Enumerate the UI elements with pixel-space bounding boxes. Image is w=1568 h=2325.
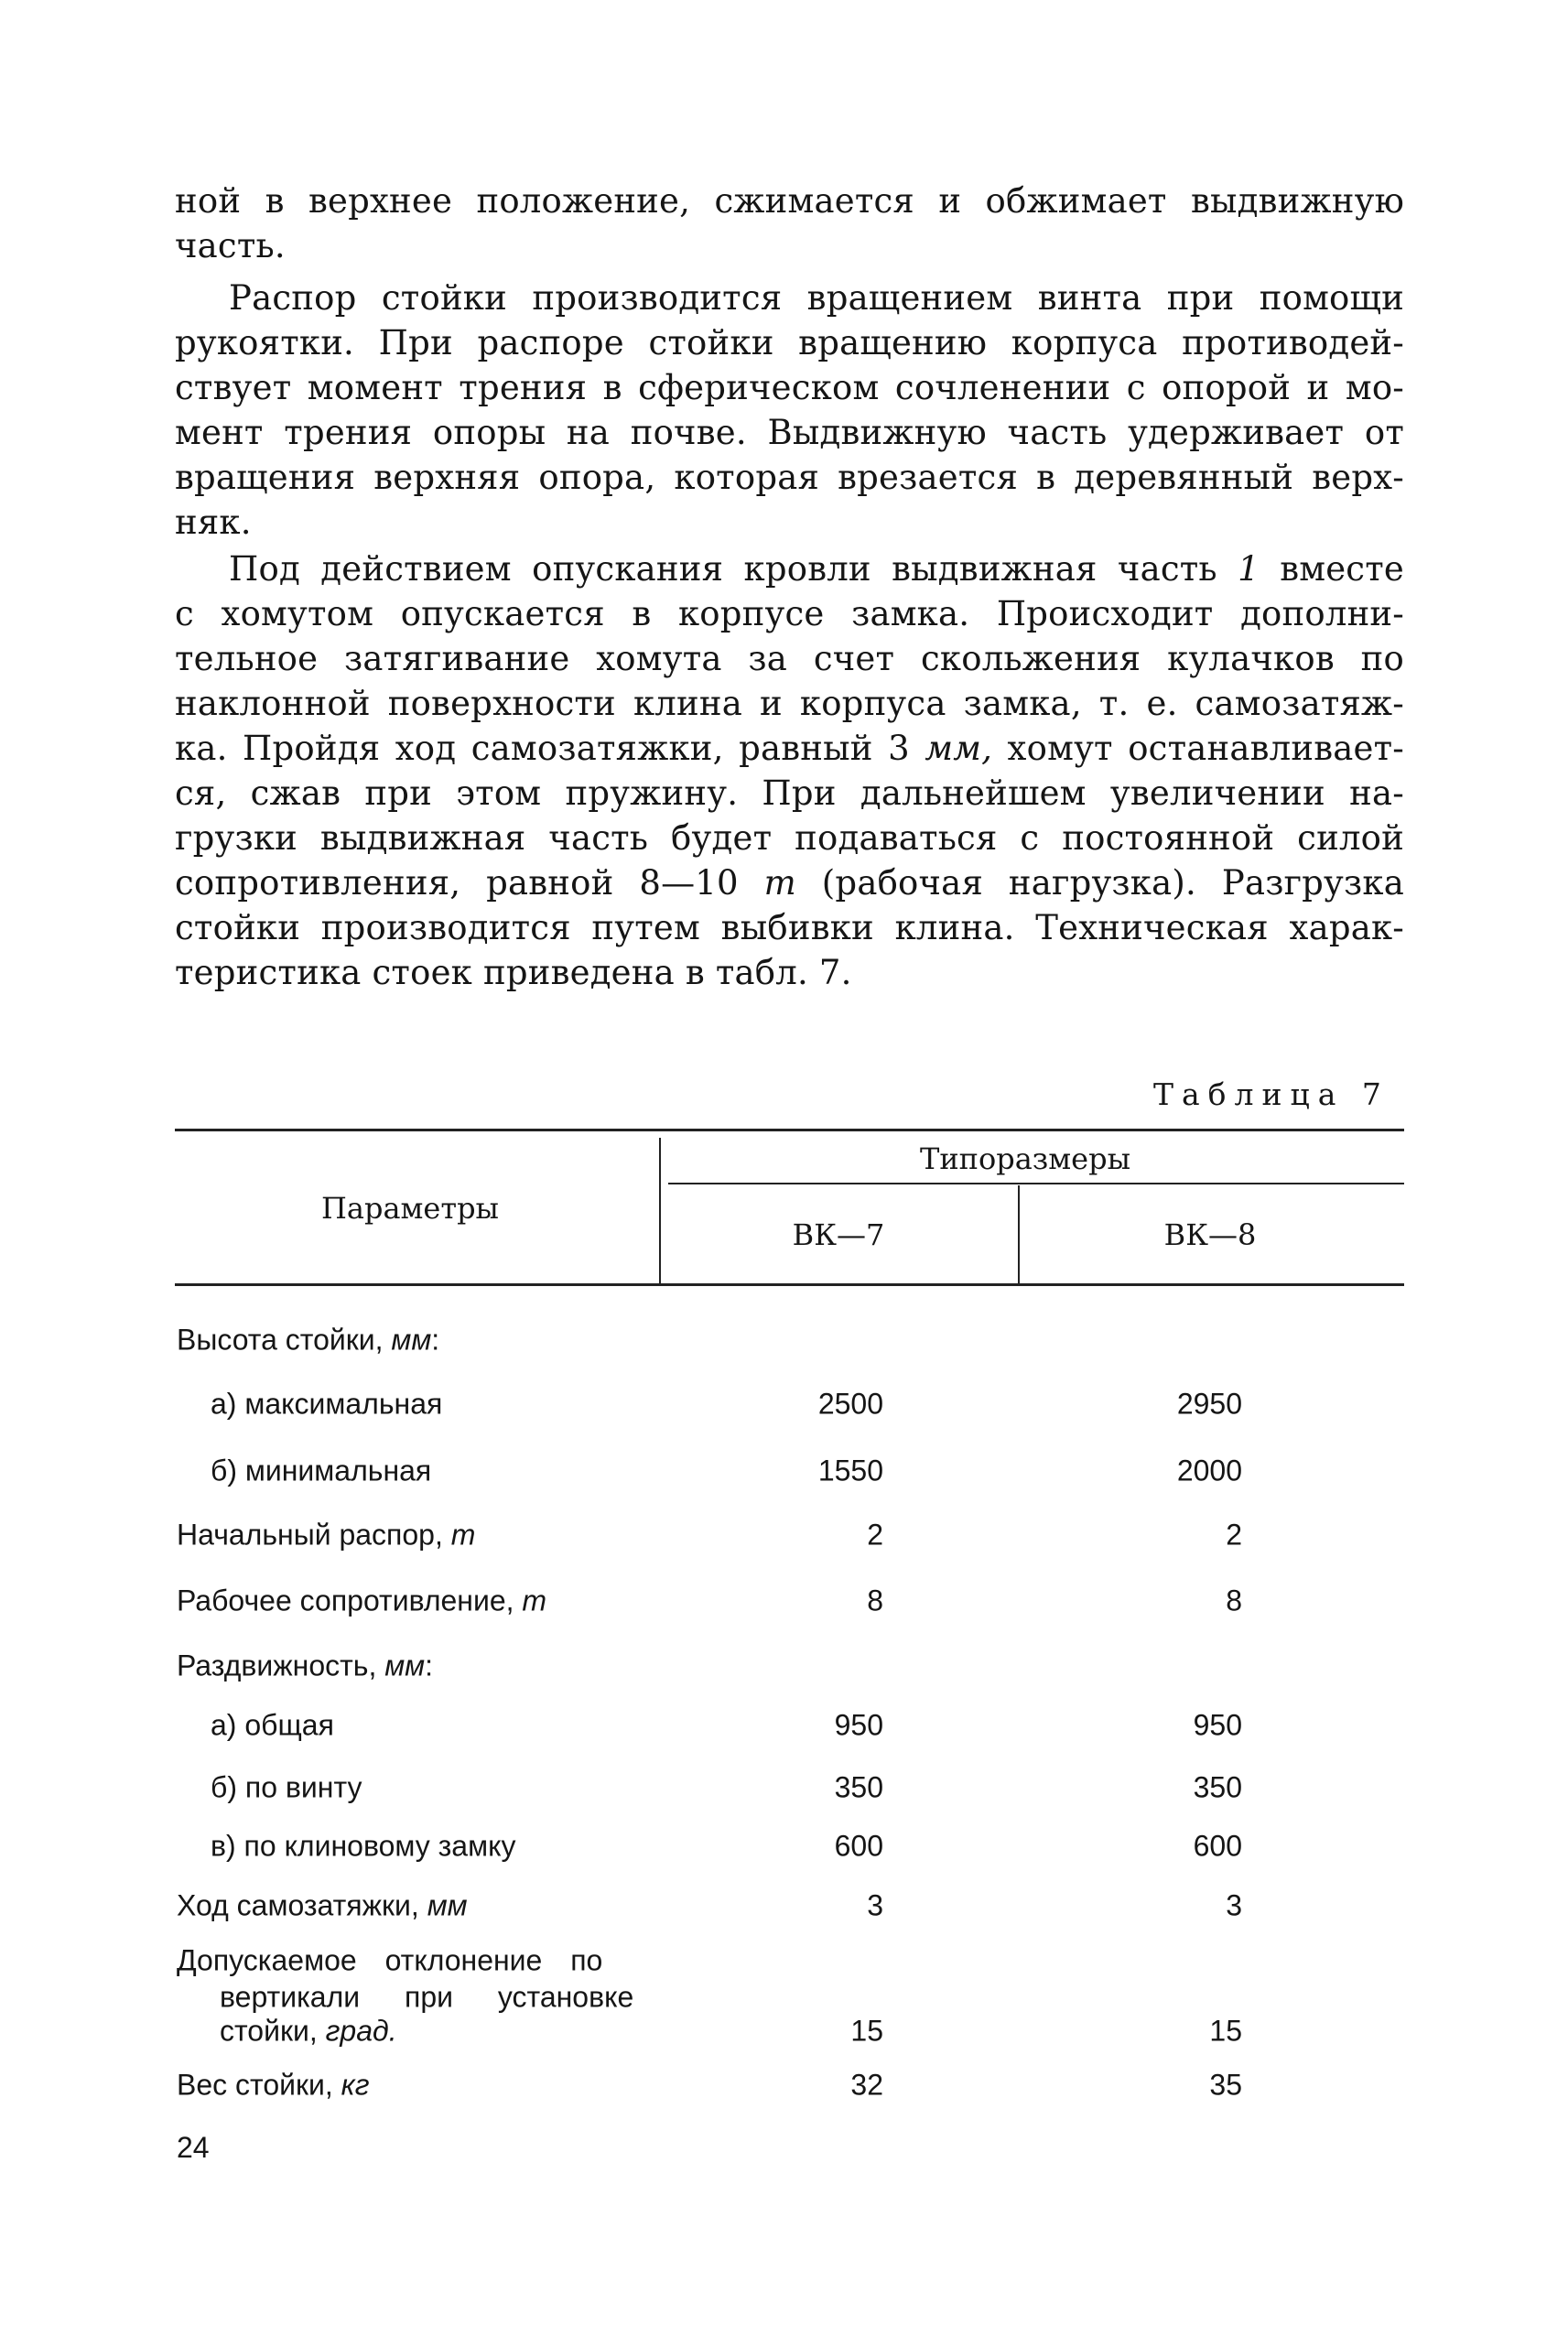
row-label: [177, 1649, 433, 1683]
value-vk8: 15: [1209, 2014, 1242, 2048]
page-number: 24: [177, 2131, 210, 2164]
row-label: [211, 1454, 431, 1488]
row-label: [177, 1889, 468, 1923]
value-vk8: 350: [1193, 1770, 1242, 1804]
row-label: [177, 1944, 602, 1978]
text-run: теристика стоек приведена в табл. 7.: [175, 953, 852, 992]
header-group: Типоразмеры: [919, 1141, 1131, 1176]
text-run: (рабочая нагрузка). Разгрузка: [795, 863, 1404, 903]
text-run: ка. Пройдя ход самозатяжки, равный 3: [175, 729, 925, 768]
paragraph-line: [175, 413, 1404, 453]
paragraph-line: [175, 503, 1404, 543]
italic-text: т: [763, 863, 796, 903]
italic-text: мм: [427, 1888, 468, 1922]
value-vk8: 2000: [1176, 1454, 1242, 1487]
paragraph-line: [175, 594, 1404, 634]
italic-text: т: [450, 1518, 476, 1552]
text-run: стойки производится путем выбивки клина. Техническая харак-: [175, 908, 1404, 947]
paragraph-line: [175, 684, 1404, 724]
italic-text: т: [522, 1584, 547, 1617]
text-run: ся, сжав при этом пружину. При дальнейшем увеличении на-: [175, 773, 1404, 813]
header-divider-2: [1018, 1185, 1020, 1284]
header-group-rule: [668, 1183, 1404, 1184]
text-run: Распор стойки производится вращением винта при помощи: [229, 278, 1404, 318]
header-bottom-rule: [175, 1283, 1404, 1286]
text-run: в) по клиновому замку: [211, 1829, 516, 1863]
text-run: сопротивления, равной 8—10: [175, 863, 764, 903]
text-run: Под действием опускания кровли выдвижная часть: [229, 549, 1238, 589]
text-run: б) по винту: [211, 1770, 362, 1804]
italic-text: 1: [1238, 549, 1260, 589]
paragraph-line: [175, 773, 1404, 814]
paragraph-line: [175, 953, 1404, 993]
row-label: [211, 1388, 442, 1422]
text-run: Раздвижность,: [177, 1649, 385, 1682]
text-run: а) общая: [211, 1708, 334, 1742]
text-run: Высота стойки,: [177, 1323, 392, 1357]
row-label: [211, 1830, 515, 1864]
italic-text: град.: [325, 2014, 397, 2048]
italic-text: мм: [391, 1323, 432, 1357]
header-col-1: ВК—7: [792, 1217, 885, 1252]
italic-text: кг: [341, 2068, 370, 2102]
row-label: [220, 2015, 397, 2049]
text-run: хомут останавливает-: [992, 729, 1404, 768]
text-run: Рабочее сопротивление,: [177, 1584, 523, 1617]
text-run: няк.: [175, 503, 252, 542]
value-vk7: 3: [867, 1888, 883, 1922]
value-vk8: 2: [1226, 1518, 1242, 1552]
text-run: часть.: [175, 226, 286, 265]
value-vk7: 15: [850, 2014, 883, 2048]
text-run: вращения верхняя опора, которая врезается в деревянный верх-: [175, 458, 1404, 497]
value-vk7: 600: [834, 1829, 883, 1863]
value-vk8: 950: [1193, 1708, 1242, 1742]
text-run: вертикали при установке: [220, 1980, 634, 2014]
value-vk7: 950: [834, 1708, 883, 1742]
paragraph-line: [175, 181, 1404, 222]
row-label: [211, 1771, 362, 1805]
paragraph-line: [229, 278, 1404, 319]
value-vk8: 8: [1226, 1584, 1242, 1617]
text-run: Начальный распор,: [177, 1518, 451, 1552]
value-vk8: 600: [1193, 1829, 1242, 1863]
paragraph-line: [175, 729, 1404, 769]
row-label: [177, 2069, 370, 2103]
value-vk7: 2500: [817, 1387, 883, 1421]
header-divider-1: [659, 1138, 661, 1284]
text-run: ствует момент трения в сферическом сочленении с опорой и мо-: [175, 368, 1404, 407]
text-run: вместе: [1259, 549, 1404, 589]
text-run: стойки,: [220, 2014, 326, 2048]
text-run: мент трения опоры на почве. Выдвижную часть удерживает от: [175, 413, 1404, 452]
paragraph-line: [175, 323, 1404, 363]
paragraph-line: [175, 458, 1404, 498]
value-vk7: 350: [834, 1770, 883, 1804]
text-run: наклонной поверхности клина и корпуса замка, т. е. самозатяж-: [175, 684, 1404, 723]
paragraph-line: [175, 639, 1404, 679]
paragraph-line: [175, 368, 1404, 408]
paragraph-line: [175, 818, 1404, 859]
row-label: [211, 1709, 334, 1743]
paragraph-line: [175, 908, 1404, 948]
text-run: :: [431, 1323, 440, 1357]
text-run: Ход самозатяжки,: [177, 1888, 427, 1922]
italic-text: мм: [384, 1649, 426, 1682]
text-run: :: [425, 1649, 433, 1682]
text-run: б) минимальная: [211, 1454, 432, 1487]
paragraph-line: [175, 863, 1404, 903]
header-col-2: ВК—8: [1163, 1217, 1257, 1252]
value-vk7: 8: [867, 1584, 883, 1617]
row-label: [220, 1981, 633, 2015]
paragraph-line: [229, 549, 1404, 589]
header-params: Параметры: [320, 1191, 500, 1226]
text-run: с хомутом опускается в корпусе замка. Происходит дополни-: [175, 594, 1404, 633]
value-vk8: 2950: [1176, 1387, 1242, 1421]
table-caption: Таблица 7: [1153, 1076, 1390, 1112]
paragraph-line: [175, 226, 1404, 266]
text-run: ной в верхнее положение, сжимается и обжимает выдвижную: [175, 181, 1404, 221]
value-vk7: 1550: [817, 1454, 883, 1487]
row-label: [177, 1584, 546, 1618]
value-vk7: 2: [867, 1518, 883, 1552]
row-label: [177, 1324, 439, 1357]
value-vk7: 32: [850, 2068, 883, 2102]
text-run: Допускаемое отклонение по: [177, 1943, 603, 1977]
text-run: а) максимальная: [211, 1387, 443, 1421]
text-run: грузки выдвижная часть будет подаваться с постоянной силой: [175, 818, 1404, 858]
table-top-rule: [175, 1129, 1404, 1131]
text-run: Вес стойки,: [177, 2068, 341, 2102]
row-label: [177, 1519, 475, 1552]
value-vk8: 3: [1226, 1888, 1242, 1922]
text-run: рукоятки. При распоре стойки вращению корпуса противодей-: [175, 323, 1404, 362]
italic-text: мм,: [925, 729, 993, 768]
value-vk8: 35: [1209, 2068, 1242, 2102]
text-run: тельное затягивание хомута за счет скольжения кулачков по: [175, 639, 1404, 678]
